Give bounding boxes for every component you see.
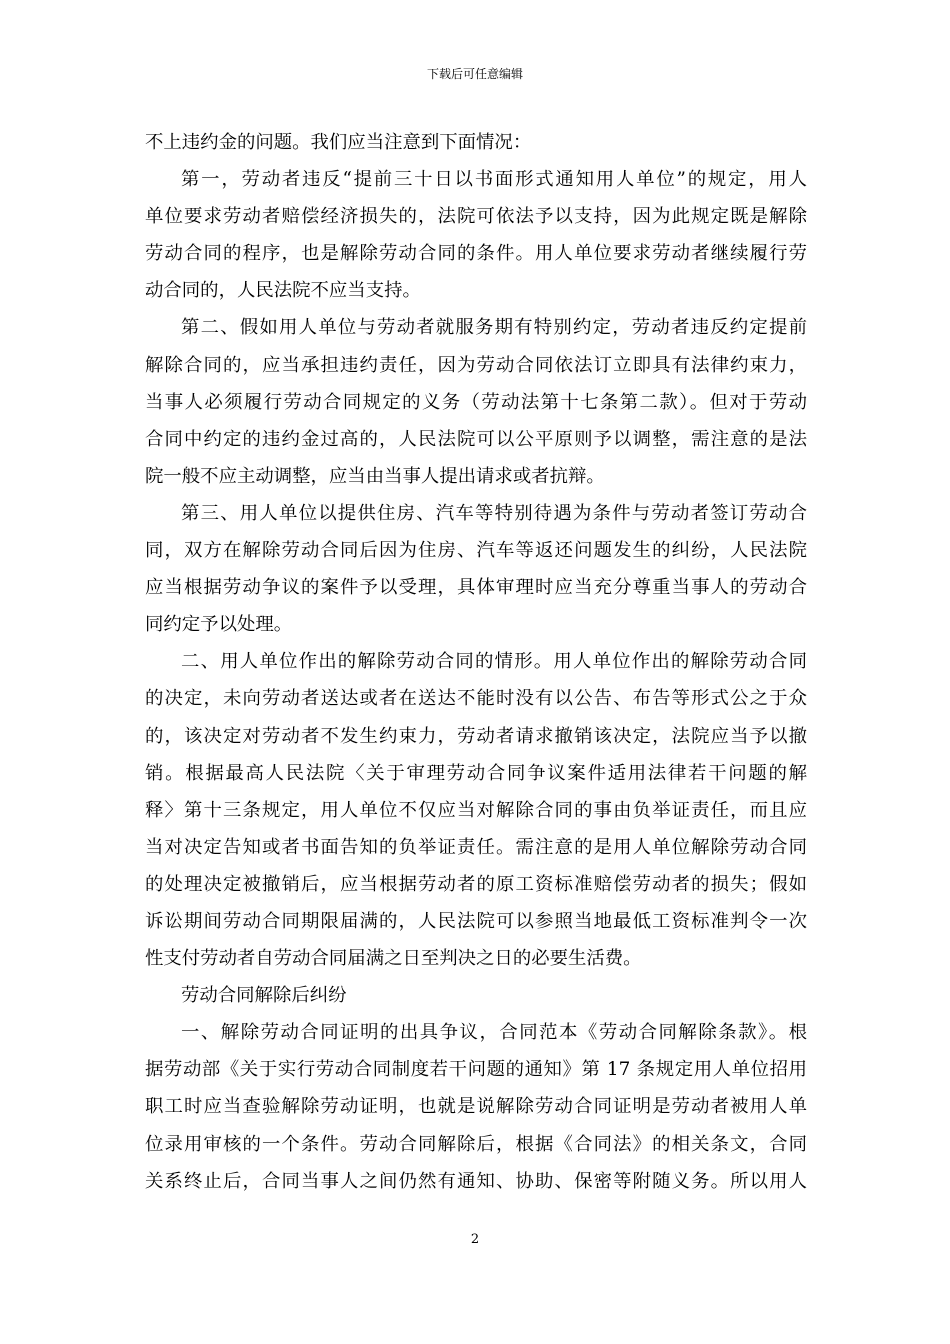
text-line: 劳动合同的程序，也是解除劳动合同的条件。用人单位要求劳动者继续履行劳 bbox=[145, 243, 807, 265]
text-line: 同，双方在解除劳动合同后因为住房、汽车等返还问题发生的纠纷，人民法院 bbox=[145, 540, 807, 562]
text-line: 关系终止后，合同当事人之间仍然有通知、协助、保密等附随义务。所以用人 bbox=[145, 1170, 807, 1192]
text-line: 当事人必须履行劳动合同规定的义务（劳动法第十七条第二款）。但对于劳动 bbox=[145, 391, 807, 413]
text-line: 释〉第十三条规定，用人单位不仅应当对解除合同的事由负举证责任，而且应 bbox=[145, 799, 807, 821]
text-line: 合同中约定的违约金过高的，人民法院可以公平原则予以调整，需注意的是法 bbox=[145, 428, 807, 450]
text-line: 的决定，未向劳动者送达或者在送达不能时没有以公告、布告等形式公之于众 bbox=[145, 688, 807, 710]
text-line: 第二、假如用人单位与劳动者就服务期有特别约定，劳动者违反约定提前 bbox=[181, 317, 807, 339]
text-line: 解除合同的，应当承担违约责任，因为劳动合同依法订立即具有法律约束力， bbox=[145, 354, 807, 376]
text-line: 第一，劳动者违反“提前三十日以书面形式通知用人单位”的规定，用人 bbox=[181, 169, 807, 191]
page-number: 2 bbox=[470, 1232, 480, 1247]
document-body bbox=[145, 124, 807, 1200]
text-line: 二、用人单位作出的解除劳动合同的情形。用人单位作出的解除劳动合同 bbox=[181, 651, 807, 673]
text-line: 职工时应当查验解除劳动证明，也就是说解除劳动合同证明是劳动者被用人单 bbox=[145, 1096, 807, 1118]
page-header: 下载后可任意编辑 bbox=[426, 67, 523, 81]
text-line: 的，该决定对劳动者不发生约束力，劳动者请求撤销该决定，法院应当予以撤 bbox=[145, 725, 807, 747]
text-line: 当对决定告知或者书面告知的负举证责任。需注意的是用人单位解除劳动合同 bbox=[145, 836, 807, 858]
text-line: 不上违约金的问题。我们应当注意到下面情况： bbox=[145, 132, 532, 153]
text-line: 院一般不应主动调整，应当由当事人提出请求或者抗辩。 bbox=[145, 465, 605, 487]
text-line: 第三、用人单位以提供住房、汽车等特别待遇为条件与劳动者签订劳动合 bbox=[181, 502, 807, 524]
text-line: 性支付劳动者自劳动合同届满之日至判决之日的必要生活费。 bbox=[145, 948, 642, 970]
text-line: 的处理决定被撤销后，应当根据劳动者的原工资标准赔偿劳动者的损失；假如 bbox=[145, 873, 807, 895]
text-line: 据劳动部《关于实行劳动合同制度若干问题的通知》第 17 条规定用人单位招用 bbox=[145, 1059, 807, 1081]
text-line: 劳动合同解除后纠纷 bbox=[181, 985, 347, 1007]
text-line: 动合同的，人民法院不应当支持。 bbox=[145, 280, 421, 302]
text-line: 位录用审核的一个条件。劳动合同解除后，根据《合同法》的相关条文，合同 bbox=[145, 1133, 807, 1155]
text-line: 诉讼期间劳动合同期限届满的，人民法院可以参照当地最低工资标准判令一次 bbox=[145, 910, 807, 932]
text-line: 单位要求劳动者赔偿经济损失的，法院可依法予以支持，因为此规定既是解除 bbox=[145, 206, 807, 228]
text-line: 一、解除劳动合同证明的出具争议，合同范本《劳动合同解除条款》。根 bbox=[181, 1022, 807, 1044]
text-line: 应当根据劳动争议的案件予以受理，具体审理时应当充分尊重当事人的劳动合 bbox=[145, 577, 807, 599]
text-line: 销。根据最高人民法院〈关于审理劳动合同争议案件适用法律若干问题的解 bbox=[145, 762, 807, 784]
text-line: 同约定予以处理。 bbox=[145, 614, 293, 636]
